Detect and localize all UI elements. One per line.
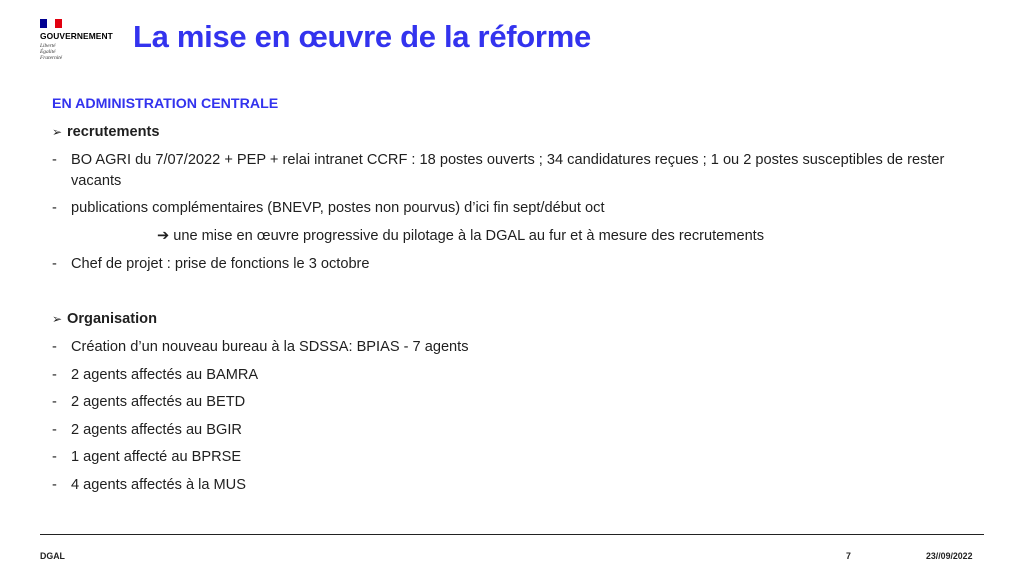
slide-title: La mise en œuvre de la réforme: [133, 19, 591, 54]
logo-motto: Liberté Égalité Fraternité: [40, 43, 63, 61]
footer-divider: [40, 534, 984, 535]
government-logo: [40, 19, 120, 63]
arrowhead-bullet-icon: ➢: [52, 125, 63, 139]
footer-label: DGAL: [40, 551, 65, 561]
footer-date: 23//09/2022: [926, 551, 973, 561]
logo-name: GOUVERNEMENT: [40, 31, 113, 41]
conclusion-line: ➔ une mise en œuvre progressive du pilotage à la DGAL au fur et à mesure des recrutements: [157, 228, 765, 244]
organisation-heading: ➢ Organisation: [52, 311, 158, 327]
section-heading: EN ADMINISTRATION CENTRALE: [52, 96, 279, 112]
arrowhead-bullet-icon: ➢: [52, 312, 63, 326]
recrutements-heading: ➢ recrutements: [52, 124, 160, 140]
page-number: 7: [846, 551, 851, 561]
right-arrow-icon: ➔: [157, 228, 170, 244]
french-flag-icon: [40, 19, 62, 28]
